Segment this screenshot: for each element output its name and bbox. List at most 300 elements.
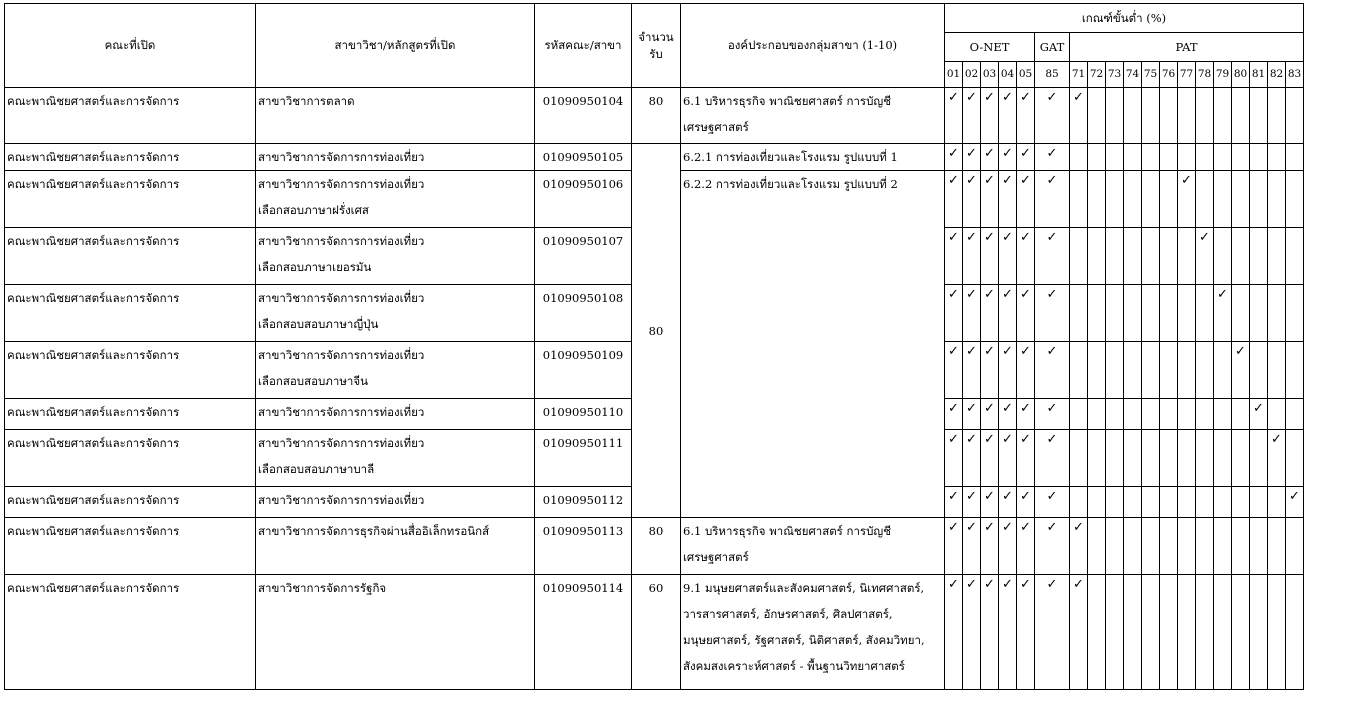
- component-line: 6.1 บริหารธุรกิจ พาณิชยศาสตร์ การบัญชี: [683, 524, 892, 538]
- empty-check-cell: [1250, 228, 1268, 285]
- check-icon: ✓: [945, 88, 963, 144]
- empty-check-cell: [1250, 285, 1268, 342]
- check-icon: ✓: [1035, 285, 1070, 342]
- empty-check-cell: [1124, 285, 1142, 342]
- empty-check-cell: [1196, 487, 1214, 518]
- check-icon: ✓: [999, 285, 1017, 342]
- subject-code-header: 71: [1070, 62, 1088, 88]
- empty-check-cell: [1088, 88, 1106, 144]
- empty-check-cell: [1142, 144, 1160, 171]
- empty-check-cell: [1196, 144, 1214, 171]
- check-icon: ✓: [963, 575, 981, 690]
- program-line: สาขาวิชาการจัดการการท่องเที่ยว: [258, 291, 425, 305]
- check-icon: ✓: [999, 228, 1017, 285]
- subject-code-header: 75: [1142, 62, 1160, 88]
- empty-check-cell: [1286, 399, 1304, 430]
- subject-code-header: 78: [1196, 62, 1214, 88]
- empty-check-cell: [1214, 518, 1232, 575]
- empty-check-cell: [1160, 518, 1178, 575]
- check-icon: ✓: [945, 144, 963, 171]
- check-icon: ✓: [1250, 399, 1268, 430]
- component-cell: [681, 144, 945, 171]
- check-icon: ✓: [963, 430, 981, 487]
- program-cell: [256, 487, 535, 518]
- header-faculty: คณะที่เปิด: [5, 4, 256, 88]
- faculty-cell: คณะพาณิชยศาสตร์และการจัดการ: [5, 144, 256, 171]
- empty-check-cell: [1214, 342, 1232, 399]
- check-icon: ✓: [945, 518, 963, 575]
- subject-code-header: 77: [1178, 62, 1196, 88]
- empty-check-cell: [1088, 575, 1106, 690]
- check-icon: ✓: [1017, 171, 1035, 228]
- program-line: สาขาวิชาการจัดการการท่องเที่ยว: [258, 150, 425, 164]
- component-line: มนุษยศาสตร์, รัฐศาสตร์, นิติศาสตร์, สังคมวิทยา,: [683, 633, 925, 647]
- empty-check-cell: [1268, 144, 1286, 171]
- check-icon: ✓: [1035, 430, 1070, 487]
- check-icon: ✓: [1017, 430, 1035, 487]
- program-line: เลือกสอบภาษาฝรั่งเศส: [258, 203, 369, 217]
- program-line: เลือกสอบภาษาเยอรมัน: [258, 260, 372, 274]
- empty-check-cell: [1142, 430, 1160, 487]
- empty-check-cell: [1142, 88, 1160, 144]
- seats-cell: 60: [632, 575, 681, 690]
- check-icon: ✓: [999, 487, 1017, 518]
- empty-check-cell: [1106, 228, 1124, 285]
- header-pat: PAT: [1070, 33, 1304, 62]
- table-row: [5, 144, 1304, 171]
- check-icon: ✓: [999, 575, 1017, 690]
- empty-check-cell: [1214, 144, 1232, 171]
- check-icon: ✓: [1017, 285, 1035, 342]
- check-icon: ✓: [1070, 518, 1088, 575]
- empty-check-cell: [1088, 430, 1106, 487]
- empty-check-cell: [1214, 171, 1232, 228]
- check-icon: ✓: [981, 518, 999, 575]
- table-row: [5, 518, 1304, 575]
- empty-check-cell: [1070, 430, 1088, 487]
- table-row: [5, 88, 1304, 144]
- check-icon: ✓: [1035, 399, 1070, 430]
- empty-check-cell: [1124, 342, 1142, 399]
- check-icon: ✓: [1035, 144, 1070, 171]
- empty-check-cell: [1214, 575, 1232, 690]
- empty-check-cell: [1286, 342, 1304, 399]
- check-icon: ✓: [1035, 575, 1070, 690]
- empty-check-cell: [1250, 575, 1268, 690]
- subject-code-header: 79: [1214, 62, 1232, 88]
- program-line: สาขาวิชาการตลาด: [258, 94, 355, 108]
- empty-check-cell: [1142, 285, 1160, 342]
- component-line: วารสารศาสตร์, อักษรศาสตร์, ศิลปศาสตร์,: [683, 607, 893, 621]
- empty-check-cell: [1178, 144, 1196, 171]
- faculty-cell: คณะพาณิชยศาสตร์และการจัดการ: [5, 285, 256, 342]
- empty-check-cell: [1160, 228, 1178, 285]
- empty-check-cell: [1268, 228, 1286, 285]
- empty-check-cell: [1178, 285, 1196, 342]
- empty-check-cell: [1160, 399, 1178, 430]
- check-icon: ✓: [1017, 342, 1035, 399]
- empty-check-cell: [1160, 285, 1178, 342]
- empty-check-cell: [1286, 575, 1304, 690]
- faculty-cell: คณะพาณิชยศาสตร์และการจัดการ: [5, 88, 256, 144]
- empty-check-cell: [1286, 171, 1304, 228]
- check-icon: ✓: [945, 171, 963, 228]
- header-component: องค์ประกอบของกลุ่มสาขา (1-10): [681, 4, 945, 88]
- empty-check-cell: [1196, 342, 1214, 399]
- empty-check-cell: [1196, 430, 1214, 487]
- subject-code-header: 05: [1017, 62, 1035, 88]
- empty-check-cell: [1250, 487, 1268, 518]
- code-cell: 01090950109: [535, 342, 632, 399]
- check-icon: ✓: [1017, 487, 1035, 518]
- subject-code-header: 03: [981, 62, 999, 88]
- subject-code-header: 85: [1035, 62, 1070, 88]
- empty-check-cell: [1124, 88, 1142, 144]
- empty-check-cell: [1070, 228, 1088, 285]
- subject-code-header: 83: [1286, 62, 1304, 88]
- check-icon: ✓: [1035, 342, 1070, 399]
- check-icon: ✓: [999, 88, 1017, 144]
- check-icon: ✓: [945, 228, 963, 285]
- faculty-cell: คณะพาณิชยศาสตร์และการจัดการ: [5, 342, 256, 399]
- code-cell: 01090950113: [535, 518, 632, 575]
- code-cell: 01090950111: [535, 430, 632, 487]
- empty-check-cell: [1178, 487, 1196, 518]
- empty-check-cell: [1250, 144, 1268, 171]
- header-code: รหัสคณะ/สาขา: [535, 4, 632, 88]
- empty-check-cell: [1142, 487, 1160, 518]
- seats-cell: 80: [632, 518, 681, 575]
- empty-check-cell: [1088, 342, 1106, 399]
- empty-check-cell: [1124, 228, 1142, 285]
- empty-check-cell: [1124, 430, 1142, 487]
- subject-code-header: 82: [1268, 62, 1286, 88]
- empty-check-cell: [1214, 399, 1232, 430]
- empty-check-cell: [1214, 228, 1232, 285]
- check-icon: ✓: [963, 487, 981, 518]
- empty-check-cell: [1268, 88, 1286, 144]
- check-icon: ✓: [999, 342, 1017, 399]
- empty-check-cell: [1160, 342, 1178, 399]
- check-icon: ✓: [999, 399, 1017, 430]
- program-cell: [256, 228, 535, 285]
- empty-check-cell: [1106, 144, 1124, 171]
- empty-check-cell: [1070, 342, 1088, 399]
- code-cell: 01090950104: [535, 88, 632, 144]
- program-line: สาขาวิชาการจัดการการท่องเที่ยว: [258, 405, 425, 419]
- empty-check-cell: [1160, 88, 1178, 144]
- empty-check-cell: [1196, 285, 1214, 342]
- empty-check-cell: [1232, 171, 1250, 228]
- empty-check-cell: [1178, 342, 1196, 399]
- check-icon: ✓: [981, 228, 999, 285]
- subject-code-header: 76: [1160, 62, 1178, 88]
- empty-check-cell: [1196, 88, 1214, 144]
- check-icon: ✓: [945, 399, 963, 430]
- header-seats-line1: จำนวน: [638, 29, 674, 44]
- empty-check-cell: [1106, 518, 1124, 575]
- admission-criteria-table-wrapper: [4, 3, 1304, 690]
- empty-check-cell: [1160, 430, 1178, 487]
- program-cell: [256, 399, 535, 430]
- header-seats: [632, 4, 681, 88]
- program-line: สาขาวิชาการจัดการการท่องเที่ยว: [258, 177, 425, 191]
- check-icon: ✓: [1035, 518, 1070, 575]
- subject-code-header: 02: [963, 62, 981, 88]
- check-icon: ✓: [981, 575, 999, 690]
- faculty-cell: คณะพาณิชยศาสตร์และการจัดการ: [5, 430, 256, 487]
- program-line: สาขาวิชาการจัดการธุรกิจผ่านสื่ออิเล็กทรอนิกส์: [258, 524, 490, 538]
- code-cell: 01090950106: [535, 171, 632, 228]
- check-icon: ✓: [981, 399, 999, 430]
- faculty-cell: คณะพาณิชยศาสตร์และการจัดการ: [5, 228, 256, 285]
- seats-cell: 80: [632, 88, 681, 144]
- code-cell: 01090950114: [535, 575, 632, 690]
- program-cell: [256, 144, 535, 171]
- check-icon: ✓: [1268, 430, 1286, 487]
- admission-criteria-table: [4, 3, 1304, 690]
- empty-check-cell: [1286, 144, 1304, 171]
- check-icon: ✓: [1196, 228, 1214, 285]
- empty-check-cell: [1250, 342, 1268, 399]
- check-icon: ✓: [1286, 487, 1304, 518]
- empty-check-cell: [1106, 88, 1124, 144]
- empty-check-cell: [1178, 228, 1196, 285]
- check-icon: ✓: [981, 342, 999, 399]
- empty-check-cell: [1268, 518, 1286, 575]
- empty-check-cell: [1268, 399, 1286, 430]
- empty-check-cell: [1286, 88, 1304, 144]
- code-cell: 01090950112: [535, 487, 632, 518]
- empty-check-cell: [1106, 342, 1124, 399]
- empty-check-cell: [1142, 399, 1160, 430]
- empty-check-cell: [1124, 518, 1142, 575]
- empty-check-cell: [1250, 518, 1268, 575]
- check-icon: ✓: [945, 575, 963, 690]
- empty-check-cell: [1088, 171, 1106, 228]
- component-cell: [681, 575, 945, 690]
- empty-check-cell: [1268, 575, 1286, 690]
- check-icon: ✓: [1070, 88, 1088, 144]
- empty-check-cell: [1160, 487, 1178, 518]
- empty-check-cell: [1070, 144, 1088, 171]
- empty-check-cell: [1268, 342, 1286, 399]
- subject-code-header: 80: [1232, 62, 1250, 88]
- empty-check-cell: [1142, 171, 1160, 228]
- check-icon: ✓: [963, 171, 981, 228]
- program-cell: [256, 171, 535, 228]
- check-icon: ✓: [999, 518, 1017, 575]
- program-cell: [256, 430, 535, 487]
- empty-check-cell: [1250, 171, 1268, 228]
- component-line: 9.1 มนุษยศาสตร์และสังคมศาสตร์, นิเทศศาสตร์,: [683, 581, 925, 595]
- empty-check-cell: [1088, 144, 1106, 171]
- empty-check-cell: [1142, 575, 1160, 690]
- empty-check-cell: [1232, 144, 1250, 171]
- program-line: สาขาวิชาการจัดการการท่องเที่ยว: [258, 348, 425, 362]
- program-line: เลือกสอบสอบภาษาจีน: [258, 374, 368, 388]
- component-line: เศรษฐศาสตร์: [683, 550, 749, 564]
- faculty-cell: คณะพาณิชยศาสตร์และการจัดการ: [5, 487, 256, 518]
- empty-check-cell: [1232, 399, 1250, 430]
- empty-check-cell: [1178, 399, 1196, 430]
- table-row: [5, 575, 1304, 690]
- check-icon: ✓: [1017, 575, 1035, 690]
- empty-check-cell: [1268, 487, 1286, 518]
- empty-check-cell: [1232, 88, 1250, 144]
- empty-check-cell: [1124, 171, 1142, 228]
- empty-check-cell: [1088, 487, 1106, 518]
- empty-check-cell: [1250, 88, 1268, 144]
- program-cell: [256, 88, 535, 144]
- empty-check-cell: [1232, 228, 1250, 285]
- empty-check-cell: [1268, 285, 1286, 342]
- empty-check-cell: [1232, 430, 1250, 487]
- check-icon: ✓: [945, 342, 963, 399]
- header-program: สาขาวิชา/หลักสูตรที่เปิด: [256, 4, 535, 88]
- empty-check-cell: [1106, 399, 1124, 430]
- empty-check-cell: [1160, 171, 1178, 228]
- empty-check-cell: [1178, 518, 1196, 575]
- subject-code-header: 74: [1124, 62, 1142, 88]
- check-icon: ✓: [1214, 285, 1232, 342]
- check-icon: ✓: [1017, 228, 1035, 285]
- check-icon: ✓: [1017, 399, 1035, 430]
- program-line: เลือกสอบสอบภาษาบาลี: [258, 462, 375, 476]
- empty-check-cell: [1088, 285, 1106, 342]
- empty-check-cell: [1124, 144, 1142, 171]
- empty-check-cell: [1070, 487, 1088, 518]
- subject-code-header: 73: [1106, 62, 1124, 88]
- code-cell: 01090950108: [535, 285, 632, 342]
- empty-check-cell: [1070, 285, 1088, 342]
- empty-check-cell: [1232, 285, 1250, 342]
- empty-check-cell: [1196, 518, 1214, 575]
- check-icon: ✓: [963, 285, 981, 342]
- program-line: เลือกสอบสอบภาษาญี่ปุ่น: [258, 317, 379, 331]
- check-icon: ✓: [981, 171, 999, 228]
- empty-check-cell: [1106, 285, 1124, 342]
- empty-check-cell: [1106, 487, 1124, 518]
- check-icon: ✓: [1232, 342, 1250, 399]
- faculty-cell: คณะพาณิชยศาสตร์และการจัดการ: [5, 171, 256, 228]
- check-icon: ✓: [963, 342, 981, 399]
- code-cell: 01090950110: [535, 399, 632, 430]
- check-icon: ✓: [963, 144, 981, 171]
- component-line: 6.2.1 การท่องเที่ยวและโรงแรม รูปแบบที่ 1: [683, 150, 898, 164]
- empty-check-cell: [1286, 518, 1304, 575]
- check-icon: ✓: [1035, 88, 1070, 144]
- component-cell: [681, 518, 945, 575]
- program-line: สาขาวิชาการจัดการการท่องเที่ยว: [258, 234, 425, 248]
- code-cell: 01090950107: [535, 228, 632, 285]
- check-icon: ✓: [999, 171, 1017, 228]
- empty-check-cell: [1142, 518, 1160, 575]
- check-icon: ✓: [1035, 171, 1070, 228]
- empty-check-cell: [1214, 487, 1232, 518]
- subject-code-header: 81: [1250, 62, 1268, 88]
- program-cell: [256, 285, 535, 342]
- header-seats-line2: รับ: [649, 46, 663, 61]
- empty-check-cell: [1286, 430, 1304, 487]
- check-icon: ✓: [981, 144, 999, 171]
- component-line: เศรษฐศาสตร์: [683, 120, 749, 134]
- empty-check-cell: [1286, 228, 1304, 285]
- program-cell: [256, 518, 535, 575]
- empty-check-cell: [1196, 171, 1214, 228]
- empty-check-cell: [1232, 487, 1250, 518]
- empty-check-cell: [1124, 399, 1142, 430]
- empty-check-cell: [1070, 171, 1088, 228]
- empty-check-cell: [1160, 144, 1178, 171]
- header-gat: GAT: [1035, 33, 1070, 62]
- check-icon: ✓: [981, 88, 999, 144]
- check-icon: ✓: [1070, 575, 1088, 690]
- faculty-cell: คณะพาณิชยศาสตร์และการจัดการ: [5, 518, 256, 575]
- subject-code-header: 04: [999, 62, 1017, 88]
- empty-check-cell: [1088, 228, 1106, 285]
- empty-check-cell: [1214, 88, 1232, 144]
- empty-check-cell: [1250, 430, 1268, 487]
- check-icon: ✓: [1017, 144, 1035, 171]
- empty-check-cell: [1124, 575, 1142, 690]
- component-cell-merged: 6.2.2 การท่องเที่ยวและโรงแรม รูปแบบที่ 2: [681, 171, 945, 518]
- component-line: สังคมสงเคราะห์ศาสตร์ - พื้นฐานวิทยาศาสตร์: [683, 659, 905, 673]
- program-line: สาขาวิชาการจัดการการท่องเที่ยว: [258, 493, 425, 507]
- program-line: สาขาวิชาการจัดการการท่องเที่ยว: [258, 436, 425, 450]
- empty-check-cell: [1106, 430, 1124, 487]
- empty-check-cell: [1178, 575, 1196, 690]
- check-icon: ✓: [1035, 487, 1070, 518]
- check-icon: ✓: [981, 487, 999, 518]
- empty-check-cell: [1088, 399, 1106, 430]
- empty-check-cell: [1160, 575, 1178, 690]
- empty-check-cell: [1196, 399, 1214, 430]
- faculty-cell: คณะพาณิชยศาสตร์และการจัดการ: [5, 575, 256, 690]
- check-icon: ✓: [1017, 88, 1035, 144]
- empty-check-cell: [1268, 171, 1286, 228]
- empty-check-cell: [1088, 518, 1106, 575]
- empty-check-cell: [1178, 430, 1196, 487]
- program-line: สาขาวิชาการจัดการรัฐกิจ: [258, 581, 387, 595]
- empty-check-cell: [1232, 518, 1250, 575]
- header-onet: O-NET: [945, 33, 1035, 62]
- check-icon: ✓: [963, 399, 981, 430]
- program-cell: [256, 575, 535, 690]
- component-line: 6.1 บริหารธุรกิจ พาณิชยศาสตร์ การบัญชี: [683, 94, 892, 108]
- seats-cell-merged: 80: [632, 144, 681, 518]
- empty-check-cell: [1214, 430, 1232, 487]
- check-icon: ✓: [945, 285, 963, 342]
- empty-check-cell: [1142, 342, 1160, 399]
- check-icon: ✓: [1035, 228, 1070, 285]
- subject-code-header: 72: [1088, 62, 1106, 88]
- check-icon: ✓: [1017, 518, 1035, 575]
- code-cell: 01090950105: [535, 144, 632, 171]
- empty-check-cell: [1106, 171, 1124, 228]
- header-criteria: เกณฑ์ขั้นต่ำ (%): [945, 4, 1304, 33]
- faculty-cell: คณะพาณิชยศาสตร์และการจัดการ: [5, 399, 256, 430]
- check-icon: ✓: [981, 430, 999, 487]
- empty-check-cell: [1142, 228, 1160, 285]
- empty-check-cell: [1196, 575, 1214, 690]
- check-icon: ✓: [945, 487, 963, 518]
- check-icon: ✓: [945, 430, 963, 487]
- check-icon: ✓: [999, 430, 1017, 487]
- program-cell: [256, 342, 535, 399]
- check-icon: ✓: [999, 144, 1017, 171]
- empty-check-cell: [1124, 487, 1142, 518]
